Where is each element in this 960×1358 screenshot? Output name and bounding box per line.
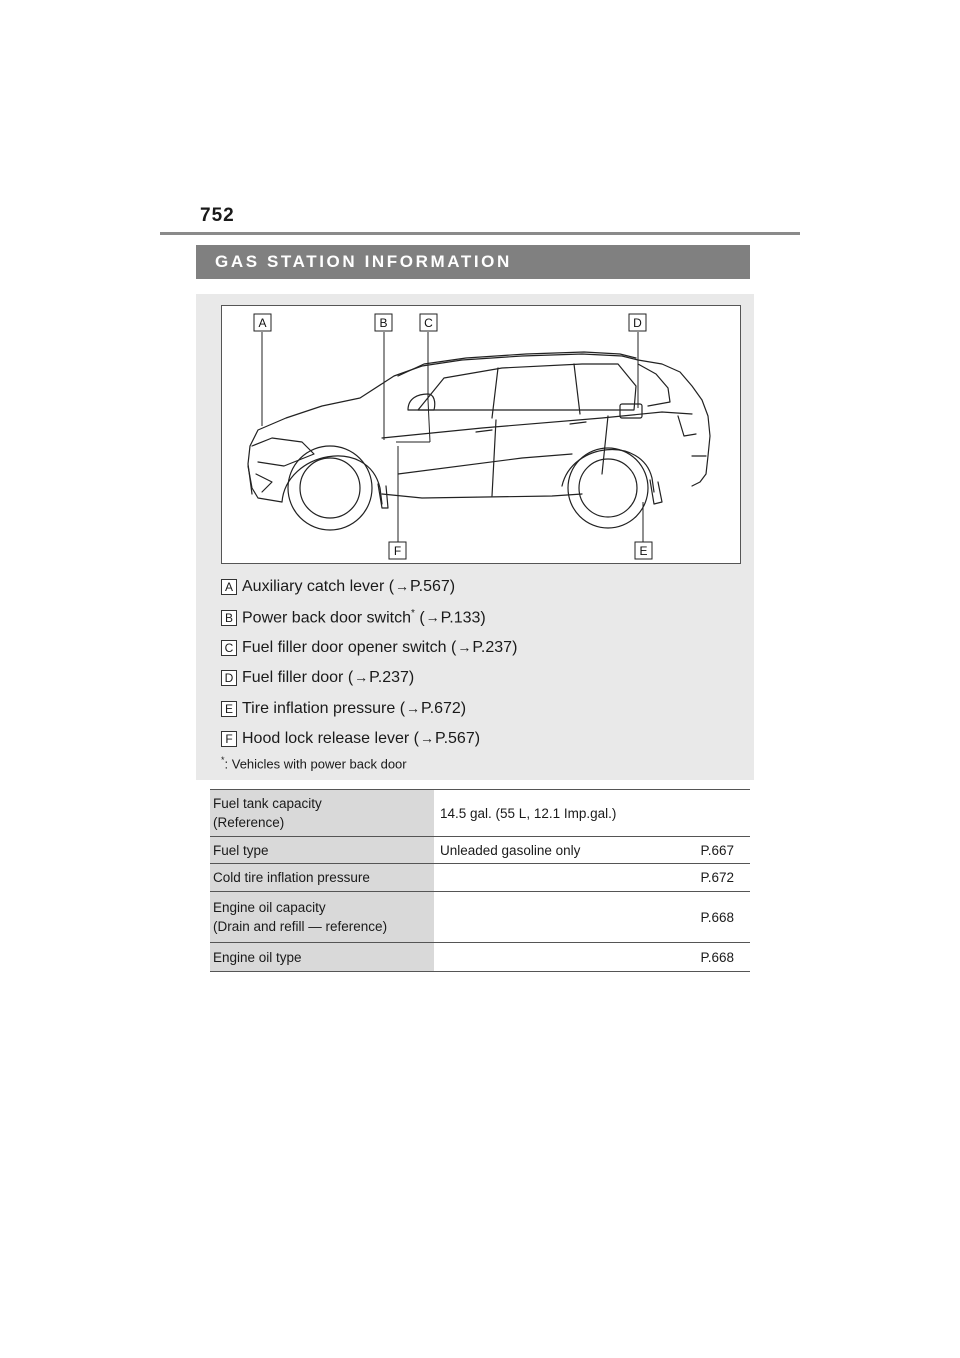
figure-label-e: E (639, 544, 648, 558)
row-page-reference[interactable] (680, 790, 750, 837)
row-label: Fuel type (210, 837, 434, 864)
header-rule (160, 232, 800, 235)
illustration-panel (196, 294, 754, 780)
row-label: Cold tire inflation pressure (210, 864, 434, 892)
figure-label-b: B (379, 316, 388, 330)
callout-item-c (221, 633, 741, 663)
footnote (221, 755, 407, 771)
section-title: GAS STATION INFORMATION (215, 252, 512, 271)
arrow-icon: → (406, 699, 421, 716)
row-page-reference[interactable]: P.667 (680, 837, 750, 864)
table-row (210, 864, 750, 892)
row-page-reference[interactable]: P.668 (680, 892, 750, 943)
footnote-mark: * (221, 755, 225, 765)
figure-label-c: C (424, 316, 433, 330)
vehicle-outline (248, 352, 710, 530)
callout-item-b (221, 602, 741, 632)
callout-letter: D (221, 670, 237, 686)
callout-text: Power back door switch* (→P.133) (242, 607, 486, 627)
vehicle-figure (221, 305, 741, 564)
table-row (210, 837, 750, 864)
vehicle-side-view-illustration (222, 306, 742, 565)
arrow-icon: → (419, 730, 434, 747)
callout-text: Fuel filler door opener switch (→P.237) (242, 638, 518, 656)
callout-item-d (221, 663, 741, 693)
page-reference[interactable]: P.672) (421, 699, 467, 717)
row-page-reference[interactable]: P.668 (680, 943, 750, 972)
footnote-text: : Vehicles with power back door (224, 756, 407, 772)
arrow-icon: → (457, 638, 472, 655)
page-reference[interactable]: P.237) (472, 638, 518, 656)
callout-text: Hood lock release lever (→P.567) (242, 730, 481, 748)
gas-station-spec-table (210, 789, 750, 972)
figure-label-d: D (633, 316, 642, 330)
callout-item-e (221, 694, 741, 724)
row-page-reference[interactable]: P.672 (680, 864, 750, 892)
callout-letter: C (221, 640, 237, 656)
callout-text: Auxiliary catch lever (→P.567) (242, 578, 456, 596)
row-value (434, 892, 680, 943)
row-label: Engine oil type (210, 943, 434, 972)
arrow-icon: → (354, 669, 369, 686)
callout-item-a (221, 572, 741, 602)
callout-letter: F (221, 731, 237, 747)
row-label: Fuel tank capacity (Reference) (210, 790, 434, 837)
page-number: 752 (200, 205, 235, 226)
callout-letter: E (221, 701, 237, 717)
callout-item-f (221, 724, 741, 754)
footnote-mark: * (410, 607, 415, 619)
row-value (434, 943, 680, 972)
arrow-icon: → (425, 609, 440, 626)
page-reference[interactable]: P.567) (434, 730, 481, 748)
row-label: Engine oil capacity (Drain and refill — reference) (210, 892, 434, 943)
page-reference[interactable]: P.237) (369, 669, 415, 687)
row-value: 14.5 gal. (55 L, 12.1 Imp.gal.) (434, 790, 680, 837)
figure-label-a: A (258, 316, 267, 330)
page-reference[interactable]: P.567) (410, 578, 456, 596)
callout-text: Tire inflation pressure (→P.672) (242, 699, 467, 717)
callout-letter: B (221, 610, 237, 626)
row-value: Unleaded gasoline only (434, 837, 680, 864)
table-row (210, 892, 750, 943)
callout-markers (254, 314, 652, 559)
arrow-icon: → (395, 578, 410, 595)
figure-label-f: F (393, 544, 402, 558)
table-row (210, 790, 750, 837)
callout-letter: A (221, 579, 237, 595)
callout-legend (221, 572, 741, 754)
page-reference[interactable]: P.133) (440, 609, 486, 627)
section-header (196, 245, 750, 279)
row-value (434, 864, 680, 892)
table-row (210, 943, 750, 972)
callout-text: Fuel filler door (→P.237) (242, 669, 415, 687)
